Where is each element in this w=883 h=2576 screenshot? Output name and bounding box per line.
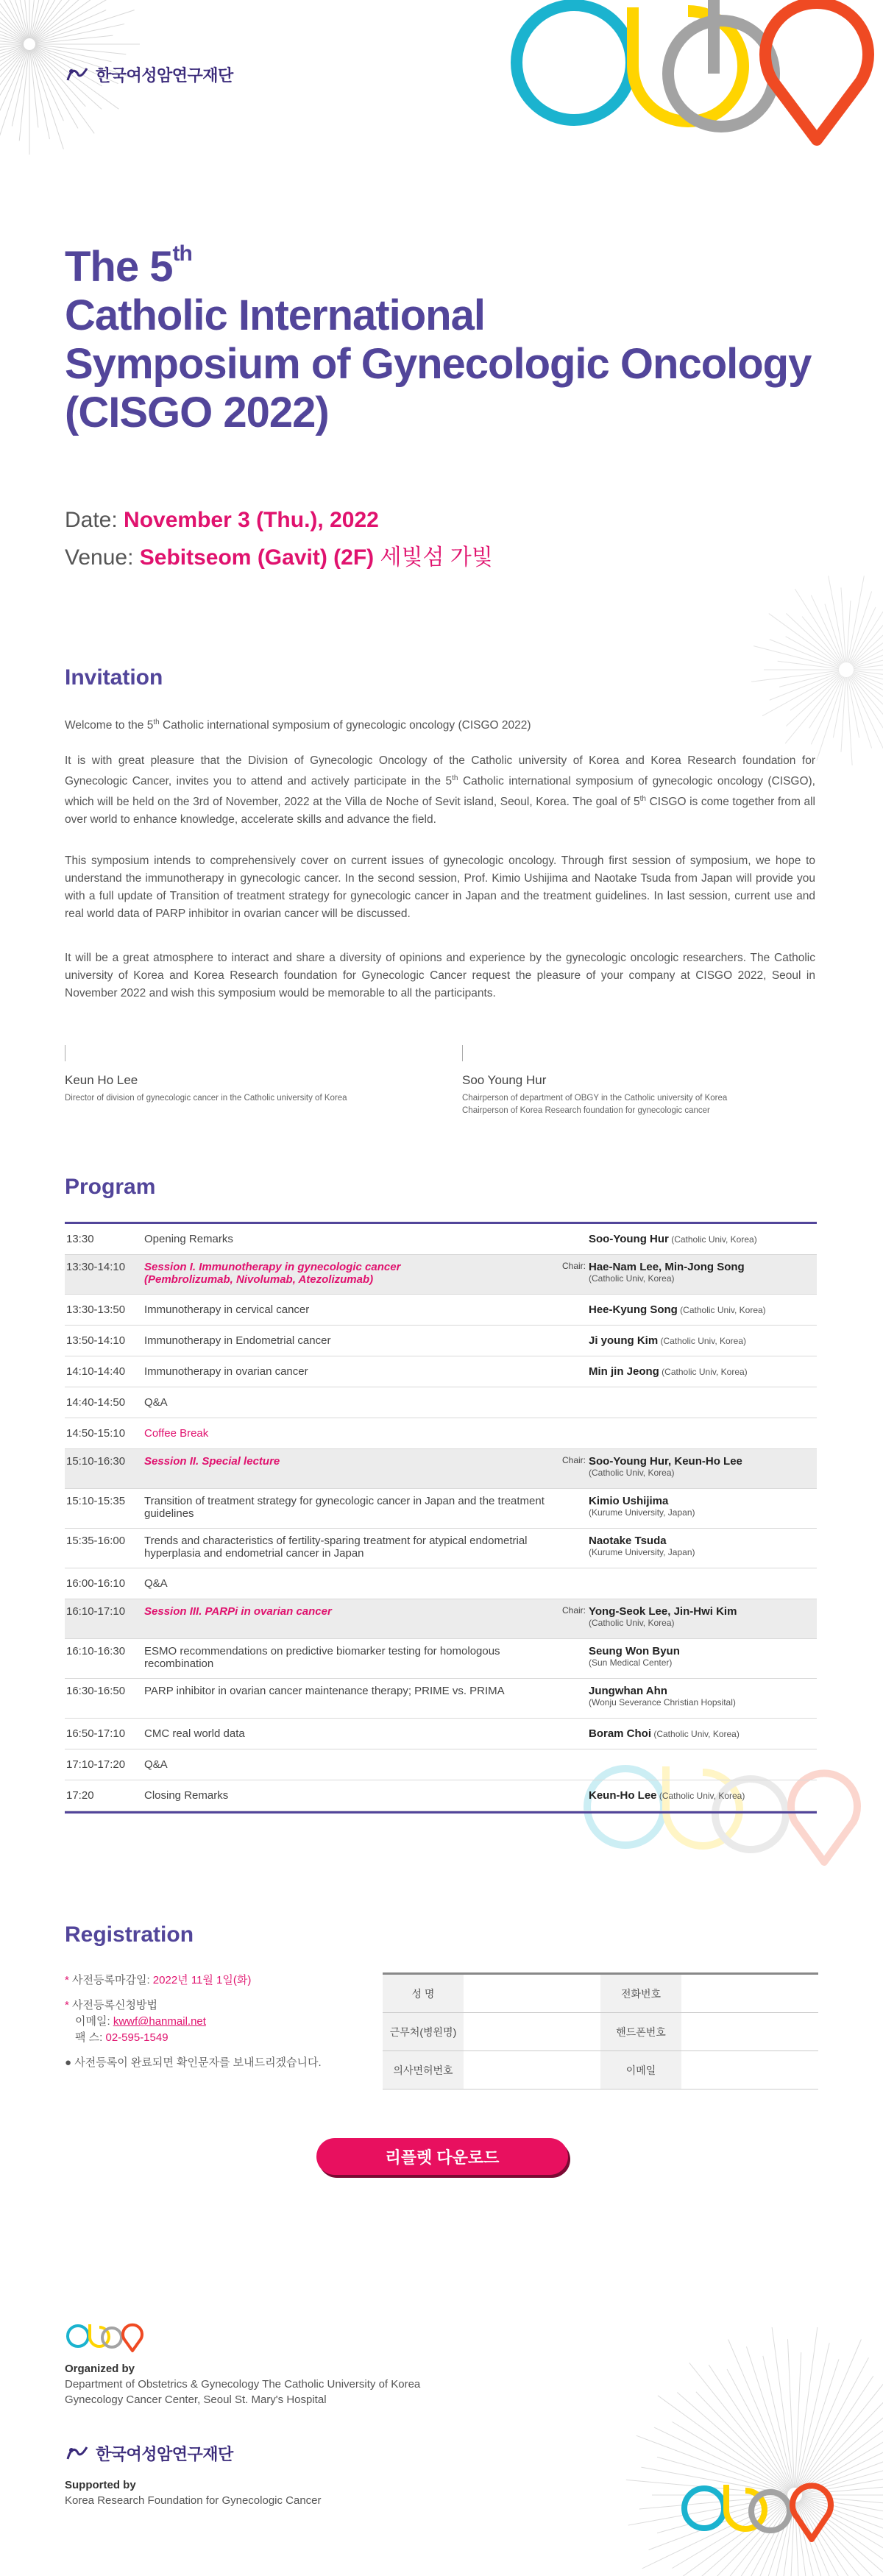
registration-form-table (383, 1972, 818, 2090)
title-ordinal: th (172, 241, 192, 266)
speaker-cell: Yong-Seok Lee, Jin-Hwi Kim (Catholic Univ, Korea) (589, 1605, 737, 1628)
speaker-cell: Soo-Young Hur, Keun-Ho Lee (Catholic Univ, Korea) (589, 1455, 742, 1478)
title-cell: Q&A (144, 1396, 168, 1409)
time-cell: 15:10-16:30 (66, 1455, 126, 1468)
signature-name: Keun Ho Lee (65, 1073, 138, 1087)
time-cell: 13:30-14:10 (66, 1261, 126, 1273)
time-cell: 14:50-15:10 (66, 1427, 126, 1440)
speaker-cell: Keun-Ho Lee (Catholic Univ, Korea) (589, 1789, 745, 1802)
title-line-3: Symposium of Gynecologic Oncology (65, 340, 812, 388)
title-line-2: Catholic International (65, 291, 485, 339)
method-item: * 사전등록신청방법 (65, 1999, 157, 2011)
title-cell: Session I. Immunotherapy in gynecologic cancer (Pembrolizumab, Nivolumab, Atezolizumab) (144, 1261, 401, 1286)
obgy-bottom-logo (681, 2466, 843, 2547)
foundation-mark-icon (65, 66, 90, 85)
speaker-cell: Boram Choi (Catholic Univ, Korea) (589, 1727, 740, 1740)
form-row (383, 1975, 818, 2013)
title-cell: Q&A (144, 1758, 168, 1771)
signature-name: Soo Young Hur (462, 1073, 547, 1087)
registration-heading: Registration (65, 1922, 194, 1947)
time-cell: 13:50-14:10 (66, 1334, 126, 1347)
email-link[interactable]: kwwf@hanmail.net (113, 2015, 206, 2028)
title-cell: PARP inhibitor in ovarian cancer maintenance therapy; PRIME vs. PRIMA (144, 1685, 505, 1697)
title-cell: Coffee Break (144, 1427, 209, 1440)
program-row (65, 1780, 817, 1811)
program-row (65, 1356, 817, 1387)
title-cell: Session II. Special lecture (144, 1455, 280, 1468)
field-label: 이메일 (600, 2051, 681, 2089)
title-cell: Immunotherapy in cervical cancer (144, 1303, 310, 1316)
time-cell: 14:40-14:50 (66, 1396, 126, 1409)
supported-by: Supported by Korea Research Foundation for Gynecologic Cancer (65, 2479, 322, 2507)
field-label: 성 명 (383, 1975, 464, 2012)
time-cell: 16:00-16:10 (66, 1577, 126, 1590)
program-row (65, 1326, 817, 1356)
title-cell: Closing Remarks (144, 1789, 229, 1802)
program-row (65, 1224, 817, 1255)
title-cell: Opening Remarks (144, 1233, 233, 1245)
speaker-cell: Jungwhan Ahn (Wonju Severance Christian Hopsital) (589, 1685, 736, 1708)
speaker-cell: Hee-Kyung Song (Catholic Univ, Korea) (589, 1303, 766, 1316)
invitation-heading: Invitation (65, 665, 163, 690)
title-cell: ESMO recommendations on predictive biomarker testing for homologous recombination (144, 1645, 500, 1670)
program-row (65, 1679, 817, 1719)
field-label: 전화번호 (600, 1975, 681, 2012)
title-line-1: The 5 (65, 243, 173, 291)
program-row (65, 1529, 817, 1568)
footer-foundation-logo (65, 2442, 233, 2465)
title-cell: Trends and characteristics of fertility-sparing treatment for atypical endometrial hyperplasia and endometrial cancer in Japan (144, 1535, 528, 1560)
program-row (65, 1295, 817, 1326)
time-cell: 16:50-17:10 (66, 1727, 126, 1740)
venue-korean: 세빛섬 가빛 (374, 545, 493, 570)
program-bottom-rule (65, 1811, 817, 1814)
time-cell: 13:30-13:50 (66, 1303, 126, 1316)
time-cell: 13:30 (66, 1233, 94, 1245)
program-row (65, 1489, 817, 1529)
speaker-cell: Soo-Young Hur (Catholic Univ, Korea) (589, 1233, 757, 1245)
signature-line (462, 1045, 463, 1061)
program-row (65, 1749, 817, 1780)
deadline-item: * 사전등록마감일: 2022년 11월 1일(화) (65, 1974, 252, 1986)
program-heading: Program (65, 1175, 156, 1199)
chair-label: Chair: (561, 1261, 586, 1271)
session-row (65, 1449, 817, 1489)
note-item: ● 사전등록이 완료되면 확인문자를 보내드리겠습니다. (65, 2056, 322, 2069)
signature-title: Director of division of gynecologic cancer in the Catholic university of Korea (65, 1094, 347, 1103)
program-row (65, 1719, 817, 1749)
foundation-logo-text: 한국여성암연구재단 (96, 2445, 233, 2463)
registration-info (65, 1972, 322, 2071)
session-row (65, 1599, 817, 1639)
speaker-cell: Hae-Nam Lee, Min-Jong Song (Catholic Univ, Korea) (589, 1261, 745, 1284)
license-field[interactable] (464, 2051, 600, 2089)
speaker-cell: Seung Won Byun (Sun Medical Center) (589, 1645, 680, 1668)
foundation-logo-text: 한국여성암연구재단 (96, 66, 233, 85)
time-cell: 15:35-16:00 (66, 1535, 126, 1547)
leaflet-download-button[interactable]: 리플렛 다운로드 (316, 2138, 568, 2175)
speaker-cell: Naotake Tsuda (Kurume University, Japan) (589, 1535, 695, 1557)
signature-keun-ho-lee (65, 1045, 347, 1105)
field-label: 근무처(병원명) (383, 2013, 464, 2050)
form-row (383, 2013, 818, 2051)
chair-label: Chair: (561, 1605, 586, 1616)
program-row (65, 1387, 817, 1418)
program-row (65, 1418, 817, 1449)
phone-field[interactable] (681, 1975, 818, 2012)
symposium-title (65, 243, 811, 437)
signature-soo-young-hur (462, 1045, 727, 1117)
time-cell: 17:10-17:20 (66, 1758, 126, 1771)
name-field[interactable] (464, 1975, 600, 2012)
title-cell: Q&A (144, 1577, 168, 1590)
title-cell: Immunotherapy in ovarian cancer (144, 1365, 308, 1378)
program-table (65, 1222, 817, 1814)
program-row (65, 1639, 817, 1679)
time-cell: 16:10-16:30 (66, 1645, 126, 1657)
workplace-field[interactable] (464, 2013, 600, 2050)
radial-burst-right (721, 574, 883, 765)
time-cell: 16:10-17:10 (66, 1605, 126, 1618)
venue-value: Sebitseom (Gavit) (2F) (139, 545, 375, 570)
invitation-paragraph-2: It is with great pleasure that the Division of Gynecologic Oncology of the Catholic university of Korea and Korea Research foundation for Gynecologic Cancer, invites you to attend and actively participate in the 5th Catholic international symposium of gynecologic oncology (CISGO), which will be held on the 3rd of November, 2022 at the Villa de Noche of Sevit island, Seoul, Korea. The goal of 5th CISGO is come together from all over world to enhance knowledge, accelerate skills and advance the field. (65, 754, 815, 827)
invitation-paragraph-1: Welcome to the 5th Catholic international symposium of gynecologic oncology (CISGO 2022) (65, 718, 531, 732)
time-cell: 15:10-15:35 (66, 1495, 126, 1507)
foundation-mark-icon (65, 2444, 90, 2463)
field-label: 핸드폰번호 (600, 2013, 681, 2050)
date-value: November 3 (Thu.), 2022 (124, 508, 379, 532)
time-cell: 14:10-14:40 (66, 1365, 126, 1378)
organized-by: Organized by Department of Obstetrics & Gynecology The Catholic University of Korea Gynecology Cancer Center, Seoul St. Mary's Hospital (65, 2363, 421, 2406)
email-field[interactable] (681, 2051, 818, 2089)
chair-label: Chair: (561, 1455, 586, 1465)
email-item: 이메일: kwwf@hanmail.net (75, 2015, 206, 2028)
event-date (65, 508, 379, 533)
fax-item: 팩 스: 02-595-1549 (75, 2031, 169, 2044)
time-cell: 16:30-16:50 (66, 1685, 126, 1697)
title-cell: Immunotherapy in Endometrial cancer (144, 1334, 331, 1347)
signature-title: Chairperson of department of OBGY in the Catholic university of Korea Chairperson of Korea Research foundation for gynecologic cancer (462, 1094, 728, 1115)
event-venue (65, 539, 493, 571)
obgy-rings-logo (508, 0, 883, 177)
session-row (65, 1255, 817, 1295)
date-label: Date: (65, 508, 124, 532)
time-cell: 17:20 (66, 1789, 94, 1802)
foundation-logo (65, 63, 233, 86)
title-cell: Session III. PARPi in ovarian cancer (144, 1605, 332, 1618)
speaker-cell: Ji young Kim (Catholic Univ, Korea) (589, 1334, 747, 1347)
field-label: 의사면허번호 (383, 2051, 464, 2089)
invitation-paragraph-3: This symposium intends to comprehensively cover on current issues of gynecologic oncology. Through first session of symposium, we hope to understand the immunotherapy in gynecologic cancer. In the second session, Prof. Kimio Ushijima and Naotake Tsuda from Japan will provide you with a full update of Transition of treatment strategy for gynecologic cancer in Japan and the treatment guidelines. In last session, current use and real world data of PARP inhibitor in ovarian cancer will be discussed. (65, 854, 815, 920)
title-cell: CMC real world data (144, 1727, 245, 1740)
title-cell: Transition of treatment strategy for gynecologic cancer in Japan and the treatment guidelines (144, 1495, 545, 1520)
invitation-paragraph-4: It will be a great atmosphere to interact and share a diversity of opinions and experience by the gynecologic oncologic researchers. The Catholic university of Korea and Korea Research foundation for Gynecologic Cancer request the pleasure of your company at CISGO 2022, Seoul in November 2022 and wish this symposium would be memorable to all the participants. (65, 952, 815, 999)
speaker-cell: Kimio Ushijima (Kurume University, Japan) (589, 1495, 695, 1518)
mobile-field[interactable] (681, 2013, 818, 2050)
form-row (383, 2051, 818, 2090)
obgy-small-logo (65, 2318, 147, 2354)
title-line-4: (CISGO 2022) (65, 389, 329, 436)
speaker-cell: Min jin Jeong (Catholic Univ, Korea) (589, 1365, 748, 1378)
program-row (65, 1568, 817, 1599)
venue-label: Venue: (65, 545, 140, 570)
